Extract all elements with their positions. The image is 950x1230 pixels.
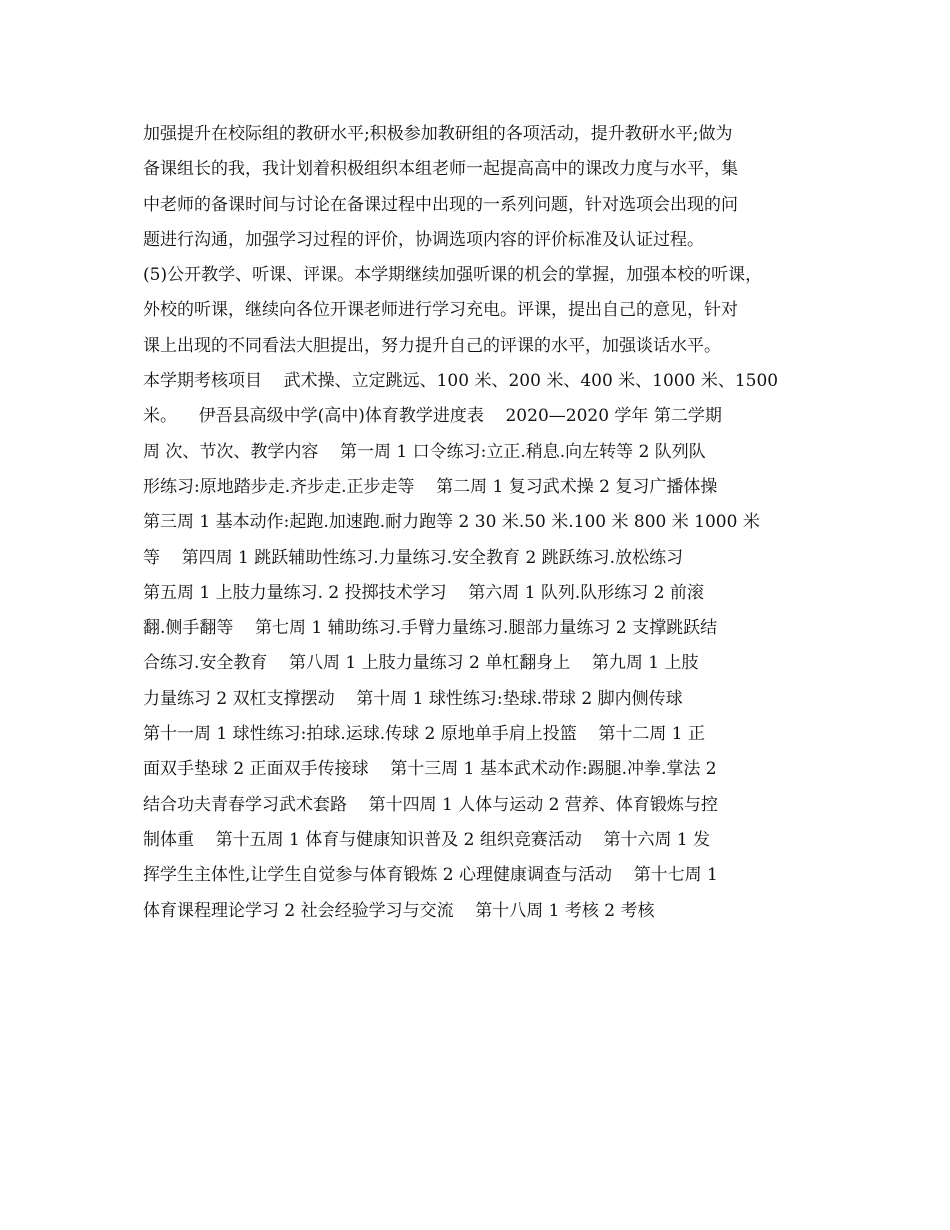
text-line: (5)公开教学、听课、评课。本学期继续加强听课的机会的掌握，加强本校的听课， xyxy=(143,265,763,286)
text-line: 翻.侧手翻等 第七周 1 辅助练习.手臂力量练习.腿部力量练习 2 支撑跳跃结 xyxy=(143,618,718,639)
text-line: 加强提升在校际组的教研水平;积极参加教研组的各项活动，提升教研水平;做为 xyxy=(143,124,733,144)
text-line: 备课组长的我，我计划着积极组织本组老师一起提高高中的课改力度与水平，集 xyxy=(143,159,738,180)
text-line: 挥学生主体性,让学生自觉参与体育锻炼 2 心理健康调查与活动 第十七周 1 xyxy=(143,865,718,886)
text-line: 结合功夫青春学习武术套路 第十四周 1 人体与运动 2 营养、体育锻炼与控 xyxy=(143,794,718,815)
text-line: 本学期考核项目 武术操、立定跳远、100 米、200 米、400 米、1000 米、1500 xyxy=(143,371,779,392)
text-line: 体育课程理论学习 2 社会经验学习与交流 第十八周 1 考核 2 考核 xyxy=(143,900,655,921)
text-line: 周 次、节次、教学内容 第一周 1 口令练习:立正.稍息.向左转等 2 队列队 xyxy=(143,441,706,462)
text-line: 制体重 第十五周 1 体育与健康知识普及 2 组织竞赛活动 第十六周 1 发 xyxy=(143,829,711,850)
text-line: 形练习:原地踏步走.齐步走.正步走等 第二周 1 复习武术操 2 复习广播体操 xyxy=(143,476,718,497)
text-line: 等 第四周 1 跳跃辅助性练习.力量练习.安全教育 2 跳跃练习.放松练习 xyxy=(143,547,684,568)
text-line: 合练习.安全教育 第八周 1 上肢力量练习 2 单杠翻身上 第九周 1 上肢 xyxy=(143,653,699,674)
text-line: 力量练习 2 双杠支撑摆动 第十周 1 球性练习:垫球.带球 2 脚内侧传球 xyxy=(143,688,683,709)
text-line: 题进行沟通，加强学习过程的评价，协调选项内容的评价标准及认证过程。 xyxy=(143,229,704,250)
text-line: 面双手垫球 2 正面双手传接球 第十三周 1 基本武术动作:踢腿.冲拳.掌法 2 xyxy=(143,759,717,780)
text-line: 第三周 1 基本动作:起跑.加速跑.耐力跑等 2 30 米.50 米.100 米 800 米 1000 米 xyxy=(143,512,760,533)
text-line: 课上出现的不同看法大胆提出，努力提升自己的评课的水平，加强谈话水平。 xyxy=(143,335,721,356)
text-line: 中老师的备课时间与讨论在备课过程中出现的一系列问题，针对选项会出现的问 xyxy=(143,194,738,215)
text-line: 第十一周 1 球性练习:拍球.运球.传球 2 原地单手肩上投篮 第十二周 1 正 xyxy=(143,724,706,745)
text-line: 第五周 1 上肢力量练习. 2 投掷技术学习 第六周 1 队列.队形练习 2 前滚 xyxy=(143,582,704,603)
text-line: 米。 伊吾县高级中学(高中)体育教学进度表 2020—2020 学年 第二学期 xyxy=(143,406,722,427)
text-line: 外校的听课，继续向各位开课老师进行学习充电。评课，提出自己的意见，针对 xyxy=(143,300,738,321)
body-text xyxy=(143,117,815,929)
